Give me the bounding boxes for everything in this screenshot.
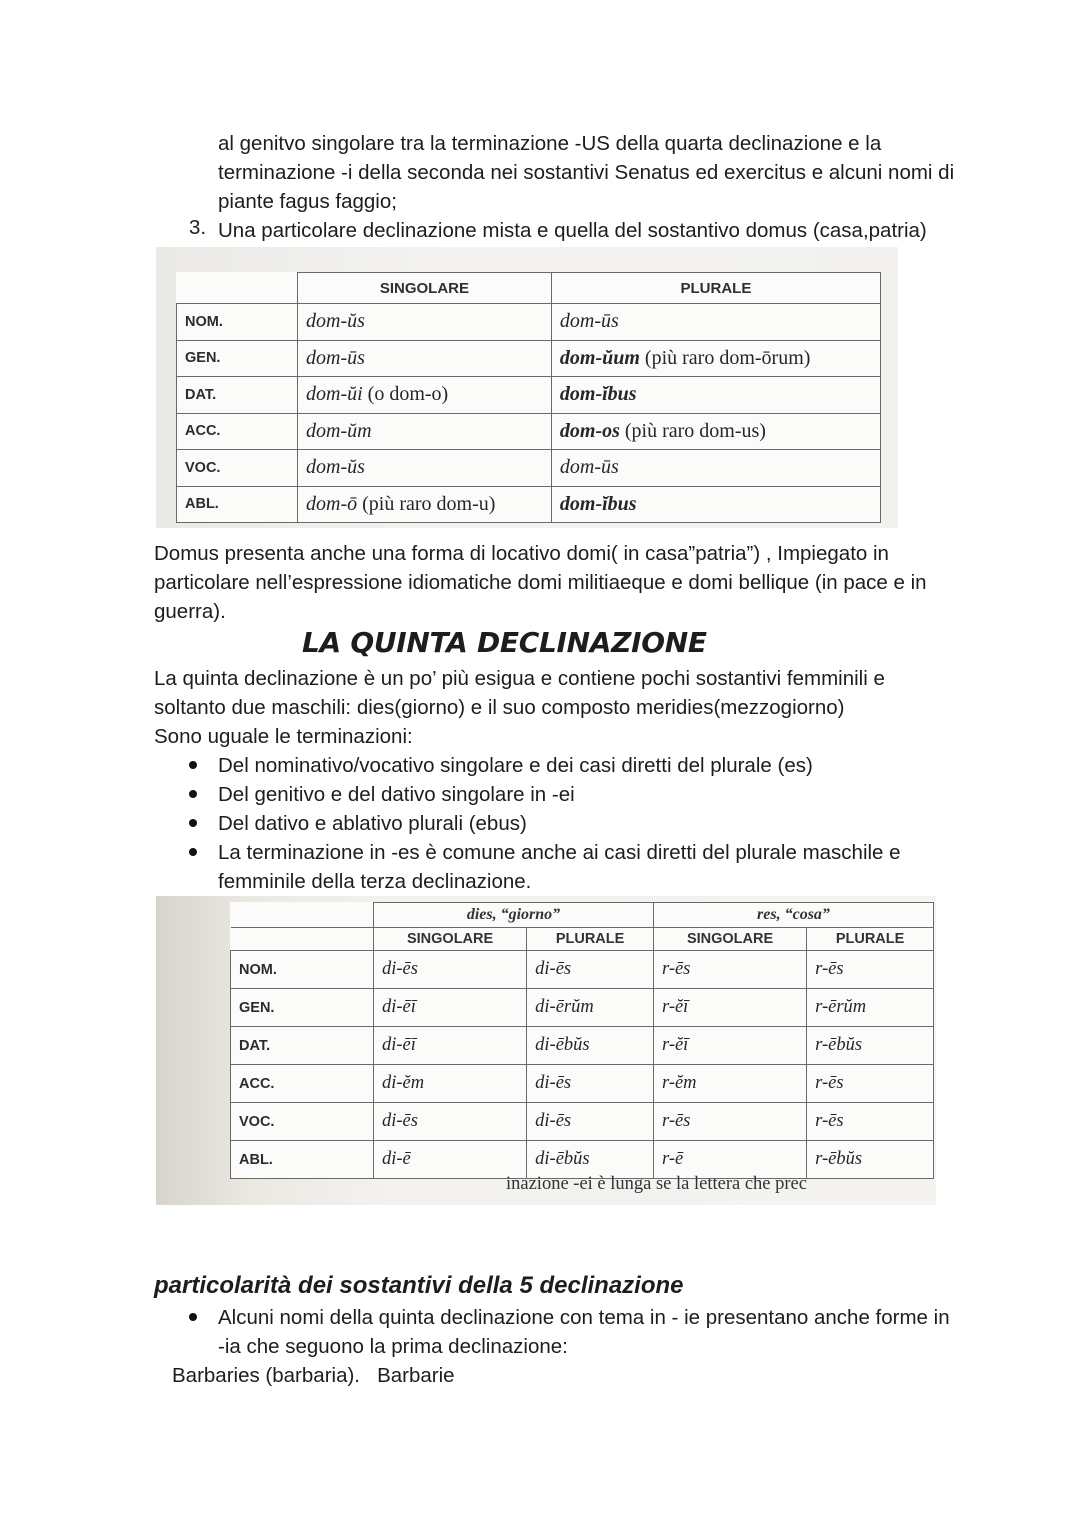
table-row [177,413,881,450]
bullet-dot [189,819,197,827]
bullet-dot [189,1313,197,1321]
table-row [177,486,881,523]
locative-line-1: Domus presenta anche una forma di locativo domi( in casa”patria”) , Impiegato in [154,542,889,565]
table-row [177,340,881,377]
locative-line-2: particolare nell’espressione idiomatiche domi militiaeque e domi bellique (in pace e in [154,571,927,594]
table-row [177,450,881,487]
sub-header: PLURALE [527,928,654,951]
form-cell: r-ēs [807,951,934,989]
group-header-res: res, “cosa” [653,903,933,928]
list-number-3: 3. [189,216,207,239]
sub-header: PLURALE [807,928,934,951]
form-cell: di-ĕm [374,1065,527,1103]
sub-header: SINGOLARE [374,928,527,951]
form-cell: di-ēs [374,951,527,989]
case-label: NOM. [177,304,298,341]
table-row [231,1141,934,1179]
form-cell: di-ēs [527,951,654,989]
form-cell: di-ērŭm [527,989,654,1027]
table-row [231,989,934,1027]
form-cell: di-ēī [374,989,527,1027]
particularities-title: particolarità dei sostantivi della 5 declinazione [154,1272,684,1299]
form-cell: di-ē [374,1141,527,1179]
case-label: ACC. [231,1065,374,1103]
plural-form: dom-ĭbus [551,486,880,523]
case-label: DAT. [177,377,298,414]
form-cell: r-ĕī [653,989,806,1027]
fifth-intro-line-2: soltanto due maschili: dies(giorno) e il suo composto meridies(mezzogiorno) [154,696,845,719]
bullet-dot [189,790,197,798]
bullet-item: La terminazione in -es è comune anche ai casi diretti del plurale maschile e [218,841,901,864]
form-cell: di-ēs [527,1065,654,1103]
form-cell: r-ēbŭs [807,1141,934,1179]
form-cell: di-ēī [374,1027,527,1065]
plural-form: dom-ūs [551,450,880,487]
bullet-item: Del nominativo/vocativo singolare e dei casi diretti del plurale (es) [218,754,813,777]
plural-form: dom-ūs [551,304,880,341]
form-cell: r-ērŭm [807,989,934,1027]
table-row [231,1027,934,1065]
table-row [177,377,881,414]
table-row [177,304,881,341]
plural-form: dom-os (più raro dom-us) [551,413,880,450]
table-row [231,1065,934,1103]
bullet-dot [189,761,197,769]
singular-form: dom-ŭs [298,304,552,341]
list-item-3-text: Una particolare declinazione mista e quella del sostantivo domus (casa,patria) [218,219,927,242]
plural-form: dom-ŭum (più raro dom-ōrum) [551,340,880,377]
fifth-intro-line-1: La quinta declinazione è un po’ più esigua e contiene pochi sostantivi femminili e [154,667,885,690]
domus-declension-table [176,272,881,523]
case-label: ABL. [231,1141,374,1179]
dies-res-declension-table [230,902,934,1179]
form-cell: r-ēbŭs [807,1027,934,1065]
case-label: ABL. [177,486,298,523]
case-label: GEN. [177,340,298,377]
plural-form: dom-ĭbus [551,377,880,414]
form-cell: r-ĕm [653,1065,806,1103]
case-label: NOM. [231,951,374,989]
form-cell: di-ēbŭs [527,1027,654,1065]
section-title: LA QUINTA DECLINAZIONE [302,626,707,659]
form-cell: r-ēs [653,1103,806,1141]
bullet-item: Del genitivo e del dativo singolare in -ei [218,783,575,806]
singular-form: dom-ō (più raro dom-u) [298,486,552,523]
form-cell: r-ē [653,1141,806,1179]
form-cell: r-ēs [807,1065,934,1103]
particularities-bullet-line-1: Alcuni nomi della quinta declinazione con tema in - ie presentano anche forme in [218,1306,950,1329]
form-cell: r-ēs [653,951,806,989]
cropped-caption: inazione -ei è lunga se la lettera che prec [506,1174,807,1194]
domus-table-photo [156,247,898,528]
form-cell: di-ēbŭs [527,1141,654,1179]
form-cell: di-ēs [374,1103,527,1141]
dies-res-table-photo [156,896,936,1205]
particularities-bullet-line-2: -ia che seguono la prima declinazione: [218,1335,568,1358]
locative-line-3: guerra). [154,600,226,623]
case-label: VOC. [231,1103,374,1141]
singular-form: dom-ŭi (o dom-o) [298,377,552,414]
case-label: VOC. [177,450,298,487]
fifth-intro-line-3: Sono uguale le terminazioni: [154,725,413,748]
sub-header: SINGOLARE [653,928,806,951]
case-label: DAT. [231,1027,374,1065]
table-row [231,951,934,989]
table-row [231,1103,934,1141]
particularities-example: Barbaries (barbaria). Barbarie [172,1364,455,1387]
bullet-dot [189,848,197,856]
case-label: ACC. [177,413,298,450]
header-plural: PLURALE [551,273,880,304]
case-label: GEN. [231,989,374,1027]
bullet-item-continuation: femminile della terza declinazione. [218,870,532,893]
form-cell: r-ĕī [653,1027,806,1065]
singular-form: dom-ūs [298,340,552,377]
form-cell: di-ēs [527,1103,654,1141]
group-header-dies: dies, “giorno” [374,903,654,928]
header-singular: SINGOLARE [298,273,552,304]
intro-line-3: piante fagus faggio; [218,190,397,213]
bullet-item: Del dativo e ablativo plurali (ebus) [218,812,527,835]
form-cell: r-ēs [807,1103,934,1141]
intro-line-1: al genitvo singolare tra la terminazione -US della quarta declinazione e la [218,132,882,155]
singular-form: dom-ŭm [298,413,552,450]
intro-line-2: terminazione -i della seconda nei sostantivi Senatus ed exercitus e alcuni nomi di [218,161,955,184]
singular-form: dom-ŭs [298,450,552,487]
